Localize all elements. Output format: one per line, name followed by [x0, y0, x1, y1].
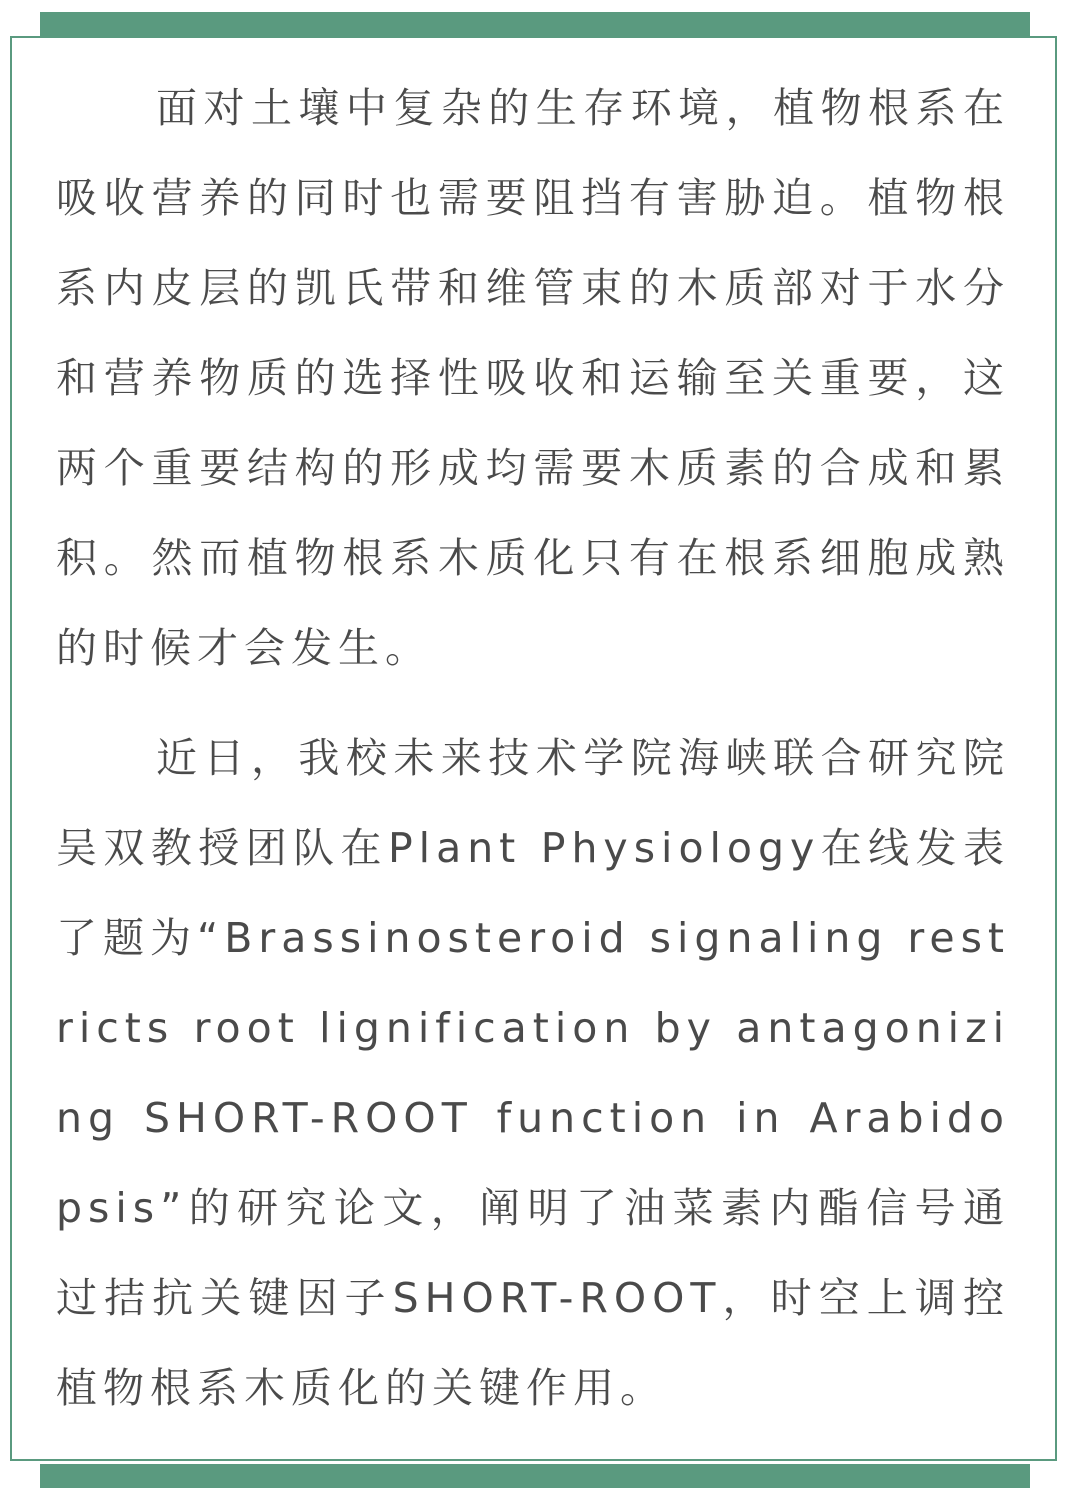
top-decorative-bar [40, 12, 1030, 36]
bottom-decorative-bar [40, 1464, 1030, 1488]
article-body [56, 63, 1010, 1433]
paragraph-root-lignification-background: 面对土壤中复杂的生存环境，植物根系在吸收营养的同时也需要阻挡有害胁迫。植物根系内皮层的凯氏带和维管束的木质部对于水分和营养物质的选择性吸收和运输至关重要，这两个重要结构的形成均需要木质素的合成和累积。然而植物根系木质化只有在根系细胞成熟的时候才会发生。 [56, 84, 1010, 672]
paragraph-research-announcement: 近日，我校未来技术学院海峡联合研究院吴双教授团队在Plant Physiology在线发表了题为“Brassinosteroid signaling restricts root lignification by antagonizing SHORT-ROOT function in Arabidopsis”的研究论文，阐明了油菜素内酯信号通过拮抗关键因子SHORT-ROOT，时空上调控植物根系木质化的关键作用。 [56, 734, 1011, 1412]
